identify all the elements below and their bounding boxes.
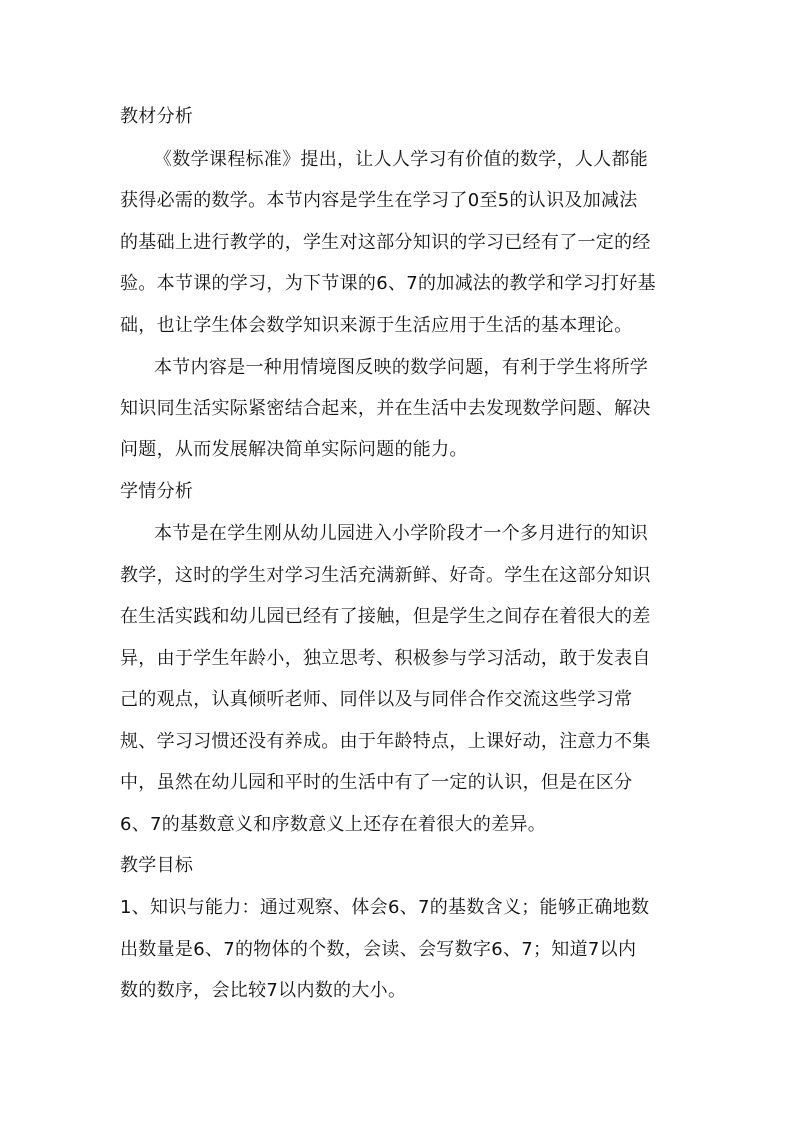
- paragraph-line: 础，也让学生体会数学知识来源于生活应用于生活的基本理论。: [120, 315, 633, 336]
- paragraph-line: 己的观点，认真倾听老师、同伴以及与同伴合作交流这些学习常: [120, 689, 633, 710]
- paragraph-line: 的基础上进行教学的，学生对这部分知识的学习已经有了一定的经: [120, 232, 651, 253]
- paragraph-line: 问题，从而发展解决简单实际问题的能力。: [120, 439, 468, 460]
- section-heading-student-analysis: 学情分析: [120, 481, 194, 502]
- paragraph-line: 中，虽然在幼儿园和平时的生活中有了一定的认识，但是在区分: [120, 772, 633, 793]
- paragraph-line: 1、知识与能力：通过观察、体会6、7的基数含义；能够正确地数: [120, 897, 650, 918]
- paragraph-line: 异，由于学生年龄小，独立思考、积极参与学习活动，敢于发表自: [120, 648, 651, 669]
- paragraph-line: 出数量是6、7的物体的个数，会读、会写数字6、7；知道7以内: [120, 939, 637, 960]
- paragraph-line: 教学，这时的学生对学习生活充满新鲜、好奇。学生在这部分知识: [120, 565, 651, 586]
- paragraph-line: 获得必需的数学。本节内容是学生在学习了0至5的认识及加减法: [120, 190, 638, 211]
- paragraph-line: 6、7的基数意义和序数意义上还存在着很大的差异。: [120, 814, 547, 835]
- paragraph-line: 知识同生活实际紧密结合起来，并在生活中去发现数学问题、解决: [120, 398, 651, 419]
- paragraph-line: 本节是在学生刚从幼儿园进入小学阶段才一个多月进行的知识: [154, 523, 649, 544]
- paragraph-line: 在生活实践和幼儿园已经有了接触，但是学生之间存在着很大的差: [120, 606, 651, 627]
- paragraph-line: 本节内容是一种用情境图反映的数学问题，有利于学生将所学: [154, 357, 649, 378]
- paragraph-line: 验。本节课的学习，为下节课的6、7的加减法的教学和学习打好基: [120, 273, 656, 294]
- paragraph-line: 《数学课程标准》提出，让人人学习有价值的数学，人人都能: [154, 149, 649, 170]
- paragraph-line: 数的数序，会比较7以内数的大小。: [120, 980, 407, 1001]
- section-heading-teaching-goals: 教学目标: [120, 855, 194, 876]
- section-heading-textbook-analysis: 教材分析: [120, 106, 194, 127]
- paragraph-line: 规、学习习惯还没有养成。由于年龄特点，上课好动，注意力不集: [120, 731, 651, 752]
